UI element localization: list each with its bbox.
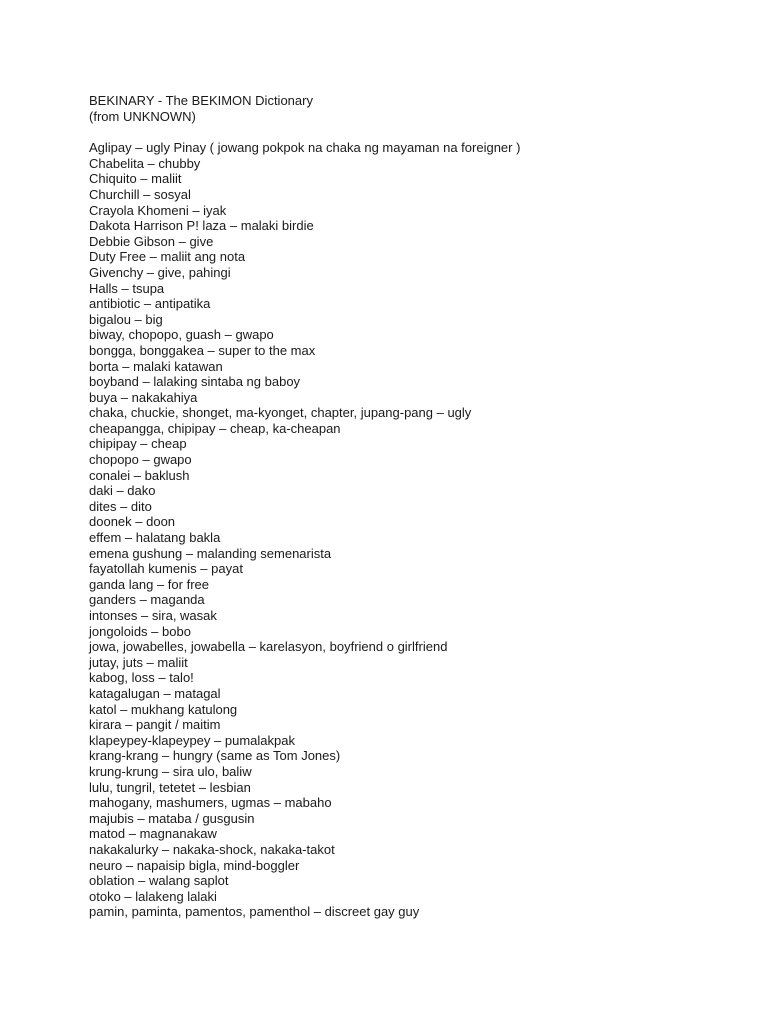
dictionary-entry: boyband – lalaking sintaba ng baboy [89,374,301,390]
dictionary-entry: cheapangga, chipipay – cheap, ka-cheapan [89,420,341,436]
dictionary-entry: chipipay – cheap [89,436,187,452]
dictionary-entry: conalei – baklush [89,467,190,483]
dictionary-entry: bongga, bonggakea – super to the max [89,342,316,358]
dictionary-entry: neuro – napaisip bigla, mind-boggler [89,857,300,873]
dictionary-entry: effem – halatang bakla [89,530,221,546]
dictionary-entry: biway, chopopo, guash – gwapo [89,327,274,343]
document-title: BEKINARY - The BEKIMON Dictionary [89,93,313,108]
dictionary-entry: borta – malaki katawan [89,358,223,374]
dictionary-entry: fayatollah kumenis – payat [89,561,243,577]
dictionary-entry: dites – dito [89,498,152,514]
dictionary-entry: Duty Free – maliit ang nota [89,249,246,265]
dictionary-entry: pamin, paminta, pamentos, pamenthol – discreet gay guy [89,904,420,920]
dictionary-entry: otoko – lalakeng lalaki [89,888,217,904]
dictionary-entry: kabog, loss – talo! [89,670,194,686]
dictionary-entry: majubis – mataba / gusgusin [89,810,255,826]
dictionary-entry: ganda lang – for free [89,576,209,592]
dictionary-entry: Crayola Khomeni – iyak [89,202,227,218]
dictionary-entry: lulu, tungril, tetetet – lesbian [89,779,251,795]
dictionary-entry: krung-krung – sira ulo, baliw [89,763,252,779]
dictionary-entry: mahogany, mashumers, ugmas – mabaho [89,795,332,811]
dictionary-entry: jongoloids – bobo [89,623,191,639]
dictionary-entries [89,140,749,920]
dictionary-entry: krang-krang – hungry (same as Tom Jones) [89,748,341,764]
dictionary-entry: jowa, jowabelles, jowabella – karelasyon, boyfriend o girlfriend [89,639,448,655]
dictionary-entry: Dakota Harrison P! laza – malaki birdie [89,218,314,234]
dictionary-entry: buya – nakakahiya [89,389,198,405]
dictionary-entry: kirara – pangit / maitim [89,717,221,733]
dictionary-entry: Aglipay – ugly Pinay ( jowang pokpok na chaka ng mayaman na foreigner ) [89,140,521,156]
dictionary-entry: intonses – sira, wasak [89,608,217,623]
dictionary-entry: chopopo – gwapo [89,452,192,468]
dictionary-entry: Chabelita – chubby [89,155,201,171]
dictionary-entry: antibiotic – antipatika [89,296,211,312]
dictionary-entry: Debbie Gibson – give [89,233,214,249]
dictionary-entry: katol – mukhang katulong [89,701,238,717]
dictionary-entry: Churchill – sosyal [89,186,191,202]
dictionary-entry: bigalou – big [89,311,163,327]
dictionary-entry: Givenchy – give, pahingi [89,264,231,280]
dictionary-entry: doonek – doon [89,514,176,530]
dictionary-entry: ganders – maganda [89,592,205,608]
dictionary-entry: daki – dako [89,483,156,499]
dictionary-entry: Halls – tsupa [89,280,165,296]
dictionary-entry: jutay, juts – maliit [89,654,188,670]
document-source: (from UNKNOWN) [89,108,196,124]
dictionary-entry: klapeypey-klapeypey – pumalakpak [89,732,295,748]
dictionary-entry: oblation – walang saplot [89,873,229,889]
dictionary-entry: chaka, chuckie, shonget, ma-kyonget, chapter, jupang-pang – ugly [89,405,472,421]
dictionary-entry: emena gushung – malanding semenarista [89,545,332,561]
dictionary-entry: Chiquito – maliit [89,171,182,187]
dictionary-entry: katagalugan – matagal [89,685,221,701]
dictionary-entry: matod – magnanakaw [89,826,217,842]
dictionary-entry: nakakalurky – nakaka-shock, nakaka-takot [89,841,335,857]
document-header [89,93,749,124]
document-body [89,93,749,920]
